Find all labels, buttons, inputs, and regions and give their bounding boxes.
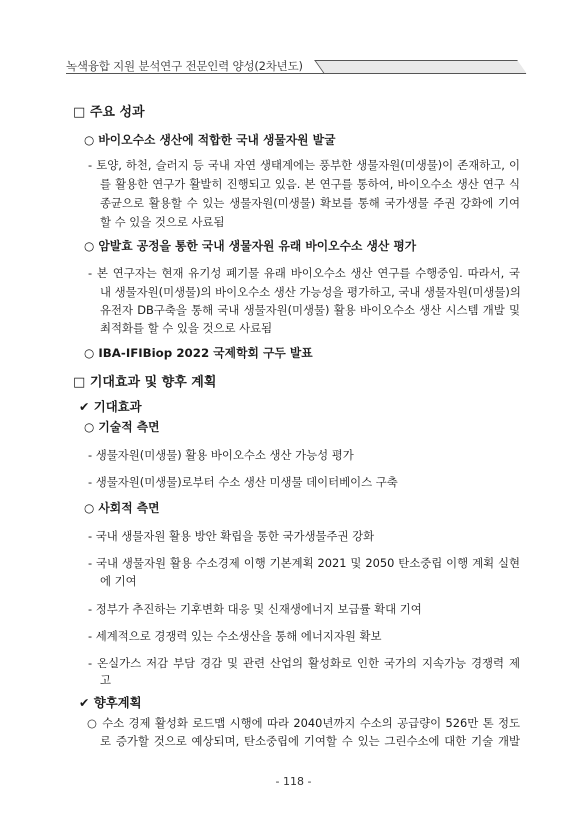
square-bullet-icon: □ xyxy=(73,375,86,390)
section-heading-outlook xyxy=(73,376,216,390)
subheading-conference xyxy=(84,346,313,360)
circle-bullet-icon: ○ xyxy=(84,501,95,515)
subheading-technical xyxy=(84,420,160,434)
section-title: 주요 성과 xyxy=(89,105,145,120)
header-tab-shape xyxy=(314,60,527,74)
checkmark-icon: ✔ xyxy=(79,695,90,710)
section-title: 기대효과 및 향후 계획 xyxy=(89,375,217,390)
circle-bullet-icon: ○ xyxy=(84,239,95,253)
subheading-title: 기술적 측면 xyxy=(98,420,160,434)
subheading-dark-fermentation xyxy=(84,239,416,253)
circle-bullet-icon: ○ xyxy=(84,420,95,434)
paragraph-line: 내 생물자원(미생물)의 바이오수소 생산 가능성을 평가하고, 국내 생물자원(미생물)의 xyxy=(100,285,521,299)
section-heading-results xyxy=(73,106,145,120)
plan-line: 로 증가할 것으로 예상되며, 탄소중립에 기여할 수 있는 그린수소에 대한 기술 개발 xyxy=(100,734,520,748)
subheading-title: 바이오수소 생산에 적합한 국내 생물자원 발굴 xyxy=(98,133,336,147)
page-number: - 118 - xyxy=(275,775,312,788)
list-item: - 생물자원(미생물)로부터 수소 생산 미생물 데이터베이스 구축 xyxy=(88,475,398,489)
list-item-continuation: 에 기여 xyxy=(100,574,137,588)
subheading-bio-resource xyxy=(84,133,335,147)
list-item: - 국내 생물자원 활용 수소경제 이행 기본계획 2021 및 2050 탄소중립 이행 계획 실현 xyxy=(88,556,520,570)
subheading-title: 사회적 측면 xyxy=(98,501,160,515)
subheading-social xyxy=(84,501,160,515)
checkmark-heading-title: 기대효과 xyxy=(93,399,142,414)
list-item: - 온실가스 저감 부담 경감 및 관련 산업의 활성화로 인한 국가의 지속가능 경쟁력 제 xyxy=(88,656,520,670)
running-header xyxy=(66,58,526,74)
paragraph-line: - 토양, 하천, 슬러지 등 국내 자연 생태계에는 풍부한 생물자원(미생물)이 존재하고, 이 xyxy=(88,158,520,172)
checkmark-heading-plan xyxy=(79,696,142,710)
paragraph-line: - 본 연구자는 현재 유기성 폐기물 유래 바이오수소 생산 연구를 수행중임. 따라서, 국 xyxy=(88,266,520,280)
header-title: 녹색융합 지원 분석연구 전문인력 양성(2차년도) xyxy=(66,59,303,73)
list-item: - 생물자원(미생물) 활용 바이오수소 생산 가능성 평가 xyxy=(88,448,354,462)
checkmark-heading-effects xyxy=(79,400,142,414)
circle-bullet-icon: ○ xyxy=(84,133,95,147)
checkmark-icon: ✔ xyxy=(79,399,90,414)
list-item: - 정부가 추진하는 기후변화 대응 및 신재생에너지 보급률 확대 기여 xyxy=(88,602,422,616)
paragraph-line: 종균으로 활용할 수 있는 생물자원(미생물) 확보를 통해 국가생물 주권 강화에 기여 xyxy=(100,196,520,210)
paragraph-line: 할 수 있을 것으로 사료됨 xyxy=(100,215,225,229)
list-item: - 세계적으로 경쟁력 있는 수소생산을 통해 에너지자원 확보 xyxy=(88,629,382,643)
list-item: - 국내 생물자원 활용 방안 확립을 통한 국가생물주권 강화 xyxy=(88,529,375,543)
circle-bullet-icon: ○ xyxy=(84,346,95,360)
list-item-continuation: 고 xyxy=(100,673,112,687)
subheading-title: 암발효 공정을 통한 국내 생물자원 유래 바이오수소 생산 평가 xyxy=(98,239,417,253)
paragraph-line: 최적화를 할 수 있을 것으로 사료됨 xyxy=(100,321,273,335)
checkmark-heading-title: 향후계획 xyxy=(93,695,142,710)
plan-line: ○ 수소 경제 활성화 로드맵 시행에 따라 2040년까지 수소의 공급량이 526만 톤 정도 xyxy=(87,716,520,730)
paragraph-line: 유전자 DB구축을 통해 국내 생물자원(미생물) 활용 바이오수소 생산 시스템 개발 및 xyxy=(100,303,520,317)
subheading-title: IBA-IFIBiop 2022 국제학회 구두 발표 xyxy=(98,346,313,360)
paragraph-line: 를 활용한 연구가 활발히 진행되고 있음. 본 연구를 통하여, 바이오수소 생산 연구 식 xyxy=(100,177,520,191)
square-bullet-icon: □ xyxy=(73,105,86,120)
